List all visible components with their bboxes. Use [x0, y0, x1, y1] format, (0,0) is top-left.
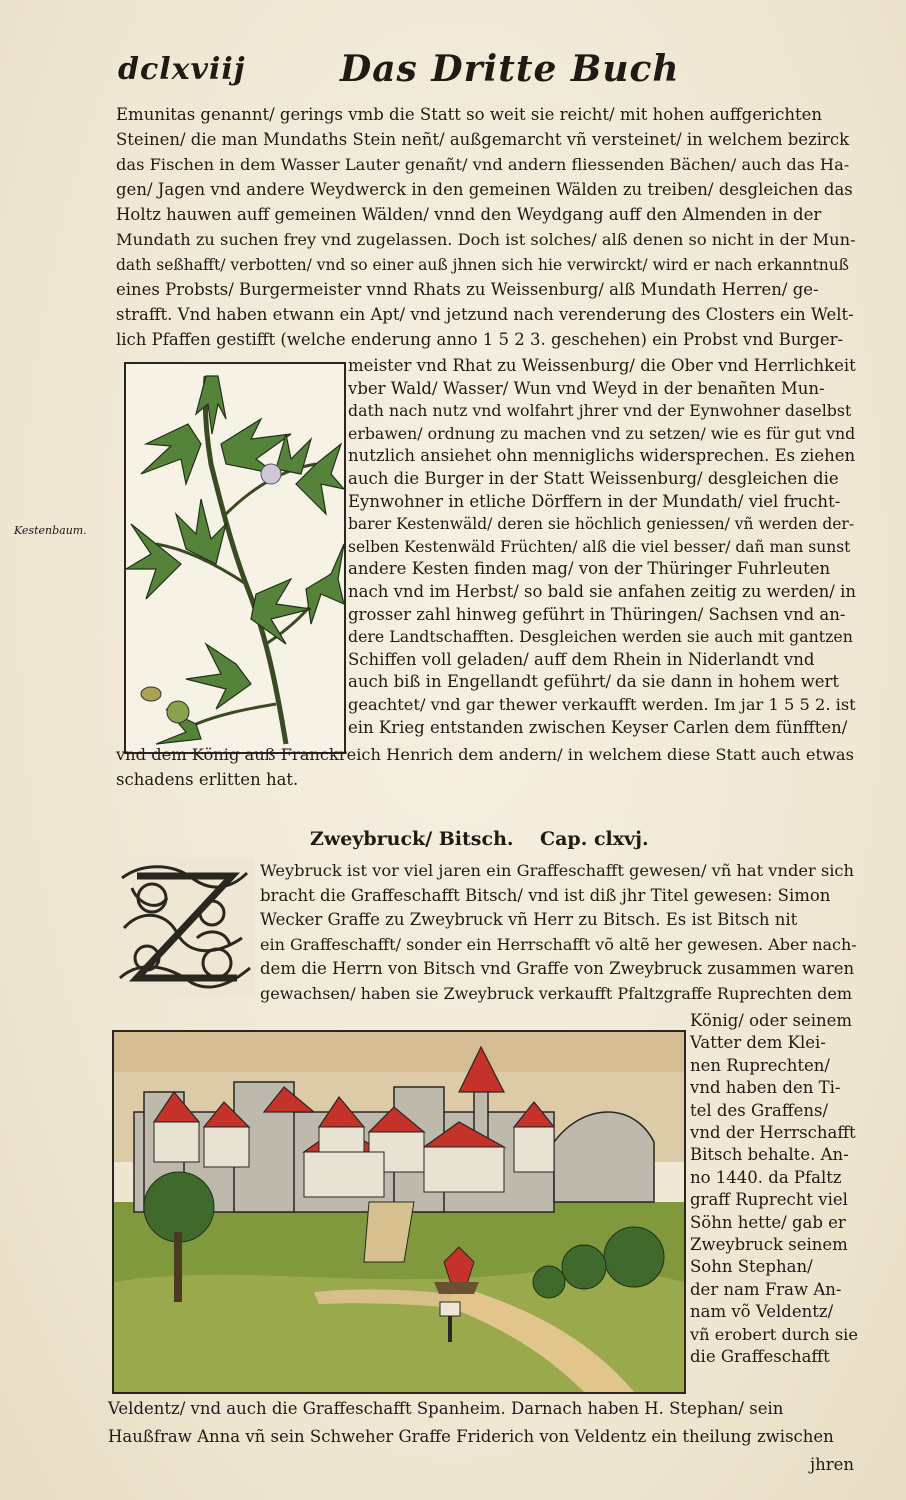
town-column-line: Zweybruck seinem: [690, 1235, 848, 1254]
initial-column-line: Wecker Graffe zu Zweybruck vñ Herr zu Bitsch. Es ist Bitsch nit: [260, 910, 798, 929]
bottom-text-line: jhren: [810, 1455, 855, 1474]
after-plant-line: schadens erlitten hat.: [116, 770, 299, 789]
town-column-line: Vatter dem Klei-: [690, 1033, 826, 1053]
chapter-heading-cap: Cap. clxvj.: [540, 828, 649, 850]
plant-woodcut-image: [126, 364, 344, 752]
town-column-line: vñ erobert durch sie: [690, 1324, 858, 1344]
plant-column-line: selben Kestenwäld Früchten/ alß die viel besser/ dañ man sunst: [348, 537, 851, 556]
marginal-note: Kestenbaum.: [14, 524, 87, 537]
chapter-heading-title: Zweybruck/ Bitsch.: [310, 828, 514, 850]
town-woodcut-image: [114, 1032, 684, 1392]
ornamental-initial-z-icon: [112, 858, 254, 996]
top-text-line: strafft. Vnd haben etwann ein Apt/ vnd jetzund nach verenderung des Closters ein Welt-: [116, 305, 854, 324]
plant-column-line: vber Wald/ Wasser/ Wun vnd Weyd in der benañten Mun-: [348, 378, 825, 398]
town-column-line: tel des Graffens/: [690, 1100, 829, 1120]
initial-column-line: Weybruck ist vor viel jaren ein Graffeschafft gewesen/ vñ hat vnder sich: [260, 861, 854, 880]
plant-column-line: erbawen/ ordnung zu machen vnd zu setzen/ wie es für gut vnd: [348, 423, 856, 443]
plant-column-line: auch biß in Engellandt geführt/ da sie dann in hohem wert: [348, 672, 839, 692]
initial-column-line: gewachsen/ haben sie Zweybruck verkaufft Pfaltzgraffe Ruprechten dem: [260, 983, 853, 1003]
plant-column-line: Eynwohner in etliche Dörffern in der Mundath/ viel frucht-: [348, 491, 841, 511]
folio-number: dclxviij: [118, 52, 246, 87]
town-column-line: der nam Fraw An-: [690, 1279, 842, 1299]
town-column-line: vnd haben den Ti-: [690, 1078, 841, 1098]
plant-column-line: nutzlich ansiehet ohn menniglichs widersprechen. Es ziehen: [348, 446, 856, 466]
top-text-line: gen/ Jagen vnd andere Weydwerck in den gemeinen Wälden zu treiben/ desgleichen das: [116, 180, 853, 199]
town-column-line: nam võ Veldentz/: [690, 1302, 834, 1322]
top-text-line: dath seßhafft/ verbotten/ vnd so einer auß jhnen sich hie verwirckt/ wird er nach erkanntnuß: [116, 256, 850, 274]
plant-column-line: dath nach nutz vnd wolfahrt jhrer vnd der Eynwohner daselbst: [348, 401, 852, 421]
bottom-text-line: Haußfraw Anna vñ sein Schweher Graffe Friderich von Veldentz ein theilung zwischen: [108, 1427, 834, 1446]
initial-column-line: dem die Herrn von Bitsch vnd Graffe von Zweybruck zusammen waren: [260, 959, 855, 978]
town-column-line: König/ oder seinem: [690, 1011, 853, 1030]
plant-column-line: Schiffen voll geladen/ auff dem Rhein in Niderlandt vnd: [348, 649, 815, 669]
plant-column-line: geachtet/ vnd gar thewer verkaufft werden. Im jar 1 5 5 2. ist: [348, 695, 856, 714]
plant-column-line: andere Kesten finden mag/ von der Thüringer Fuhrleuten: [348, 559, 831, 579]
town-column-line: die Graffeschafft: [690, 1347, 830, 1366]
chestnut-plant-illustration: [124, 362, 346, 754]
top-text-line: Emunitas genannt/ gerings vmb die Statt so weit sie reicht/ mit hohen auffgerichten: [116, 105, 823, 124]
plant-column-line: grosser zahl hinweg geführt in Thüringen/ Sachsen vnd an-: [348, 604, 846, 624]
plant-column-line: auch die Burger in der Statt Weissenburg/ desgleichen die: [348, 469, 839, 488]
plant-column-line: nach vnd im Herbst/ so bald sie anfahen zeitig zu werden/ in: [348, 582, 857, 601]
town-column-line: graff Ruprecht viel: [690, 1190, 848, 1210]
plant-column-line: ein Krieg entstanden zwischen Keyser Carlen dem fünfften/: [348, 717, 848, 737]
bottom-text-line: Veldentz/ vnd auch die Graffeschafft Spanheim. Darnach haben H. Stephan/ sein: [108, 1399, 784, 1418]
top-text-line: eines Probsts/ Burgermeister vnnd Rhats zu Weissenburg/ alß Mundath Herren/ ge-: [116, 280, 819, 299]
top-text-line: Holtz hauwen auff gemeinen Wälden/ vnnd den Weydgang auff den Almenden in der: [116, 205, 822, 224]
town-column-line: Söhn hette/ gab er: [690, 1212, 846, 1232]
top-text-line: lich Pfaffen gestifft (welche enderung anno 1 5 2 3. geschehen) ein Probst vnd Burger-: [116, 330, 844, 349]
town-column-line: nen Ruprechten/: [690, 1055, 830, 1075]
town-column-line: no 1440. da Pfaltz: [690, 1167, 842, 1187]
town-column-line: vnd der Herrschafft: [690, 1123, 856, 1142]
town-view-illustration: [112, 1030, 686, 1394]
top-text-line: Mundath zu suchen frey vnd zugelassen. Doch ist solches/ alß denen so nicht in der Mun-: [116, 230, 856, 249]
plant-column-line: barer Kestenwäld/ deren sie höchlich geniessen/ vñ werden der-: [348, 515, 855, 534]
top-text-line: das Fischen in dem Wasser Lauter genañt/ vnd andern fliessenden Bächen/ auch das Ha-: [116, 155, 850, 174]
plant-column-line: meister vnd Rhat zu Weissenburg/ die Ober vnd Herrlichkeit: [348, 356, 856, 375]
after-plant-line: vnd dem König auß Franckreich Henrich dem andern/ in welchem diese Statt auch etwas: [116, 745, 854, 764]
town-column-line: Bitsch behalte. An-: [690, 1145, 849, 1165]
top-text-line: Steinen/ die man Mundaths Stein neñt/ außgemarcht vñ versteinet/ in welchem bezirck: [116, 130, 850, 149]
town-column-line: Sohn Stephan/: [690, 1257, 813, 1277]
plant-column-line: dere Landtschafften. Desgleichen werden sie auch mit gantzen: [348, 627, 853, 647]
initial-column-line: bracht die Graffeschafft Bitsch/ vnd ist diß jhr Titel gewesen: Simon: [260, 885, 831, 905]
running-title: Das Dritte Buch: [340, 48, 680, 90]
initial-column-line: ein Graffeschafft/ sonder ein Herrschafft võ altẽ her gewesen. Aber nach-: [260, 934, 857, 954]
